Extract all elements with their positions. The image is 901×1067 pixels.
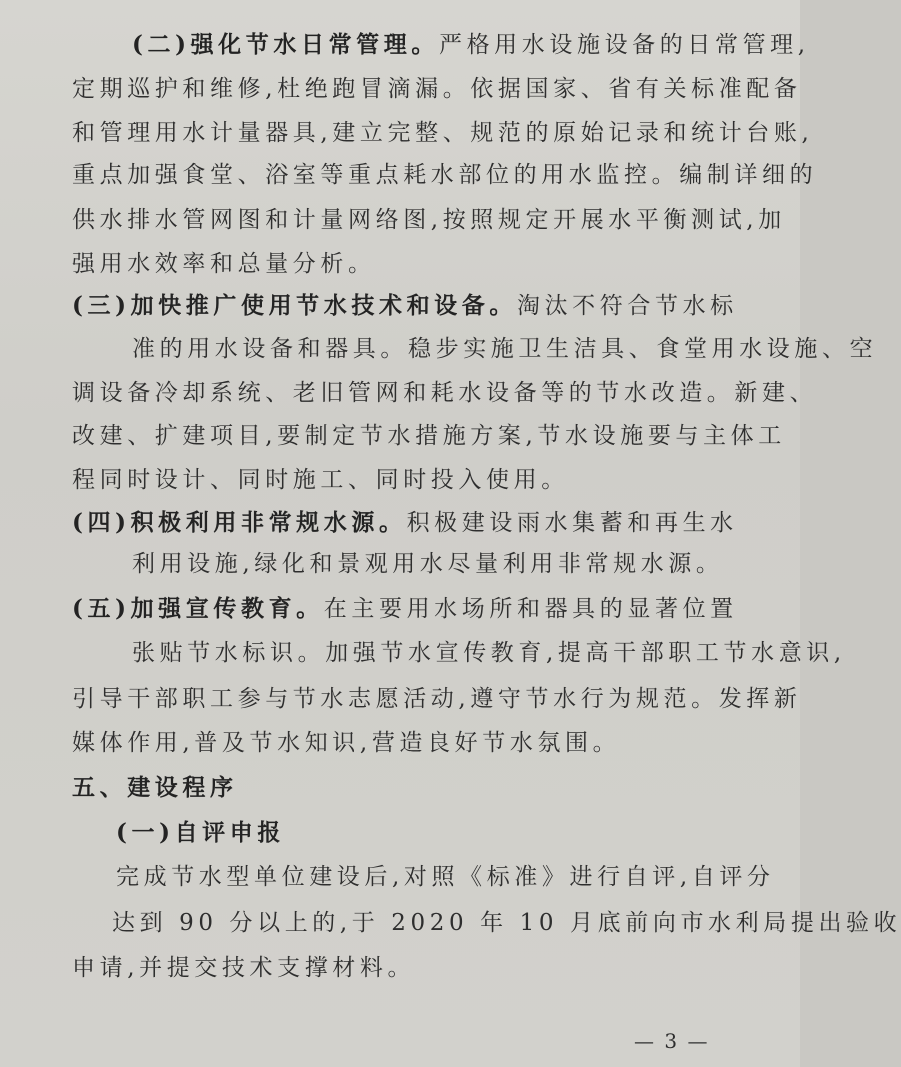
- paragraph-2-line-4: 重点加强食堂、浴室等重点耗水部位的用水监控。编制详细的: [72, 162, 818, 188]
- section-heading-2: (二)强化节水日常管理。: [132, 31, 439, 58]
- line-text: 在主要用水场所和器具的显著位置: [323, 596, 738, 622]
- section-heading-3: (三)加快推广使用节水技术和设备。: [72, 292, 517, 319]
- subheading-self-evaluation: (一)自评申报: [116, 819, 285, 846]
- paragraph-6-line-1: 完成节水型单位建设后,对照《标准》进行自评,自评分: [116, 864, 775, 890]
- paragraph-5-line-1: [72, 594, 738, 624]
- paragraph-4-line-2: 利用设施,绿化和景观用水尽量利用非常规水源。: [132, 551, 724, 577]
- paragraph-5-line-2: 张贴节水标识。加强节水宣传教育,提高干部职工节水意识,: [132, 640, 846, 666]
- paragraph-3-line-5: 程同时设计、同时施工、同时投入使用。: [72, 467, 569, 493]
- section-heading-5: (五)加强宣传教育。: [72, 595, 324, 622]
- paragraph-6-line-2: 达到 90 分以上的,于 2020 年 10 月底前向市水利局提出验收: [112, 910, 901, 936]
- paragraph-2-line-6: 强用水效率和总量分析。: [72, 251, 376, 277]
- paragraph-3-line-3: 调设备冷却系统、老旧管网和耗水设备等的节水改造。新建、: [72, 380, 818, 406]
- line-text: 积极建设雨水集蓄和再生水: [406, 510, 738, 536]
- paragraph-5-line-4: 媒体作用,普及节水知识,营造良好节水氛围。: [72, 730, 621, 756]
- paragraph-3-line-1: [72, 291, 738, 321]
- section-heading-4: (四)积极利用非常规水源。: [72, 509, 407, 536]
- paragraph-3-line-4: 改建、扩建项目,要制定节水措施方案,节水设施要与主体工: [72, 423, 786, 449]
- paragraph-3-line-2: 准的用水设备和器具。稳步实施卫生洁具、食堂用水设施、空: [132, 336, 878, 362]
- paragraph-2-line-3: 和管理用水计量器具,建立完整、规范的原始记录和统计台账,: [72, 120, 814, 146]
- chapter-heading-construction-procedure: 五、建设程序: [72, 774, 238, 801]
- paragraph-2-line-1: [132, 30, 810, 60]
- paragraph-5-line-3: 引导干部职工参与节水志愿活动,遵守节水行为规范。发挥新: [72, 686, 802, 712]
- paragraph-2-line-2: 定期巡护和维修,杜绝跑冒滴漏。依据国家、省有关标准配备: [72, 76, 802, 102]
- paragraph-4-line-1: [72, 508, 738, 538]
- page-number: — 3 —: [634, 1029, 710, 1053]
- paragraph-2-line-5: 供水排水管网图和计量网络图,按照规定开展水平衡测试,加: [72, 207, 786, 233]
- line-text: 淘汰不符合节水标: [516, 293, 738, 319]
- line-text: 严格用水设施设备的日常管理,: [438, 32, 810, 58]
- paragraph-6-line-3: 申请,并提交技术支撑材料。: [72, 955, 416, 981]
